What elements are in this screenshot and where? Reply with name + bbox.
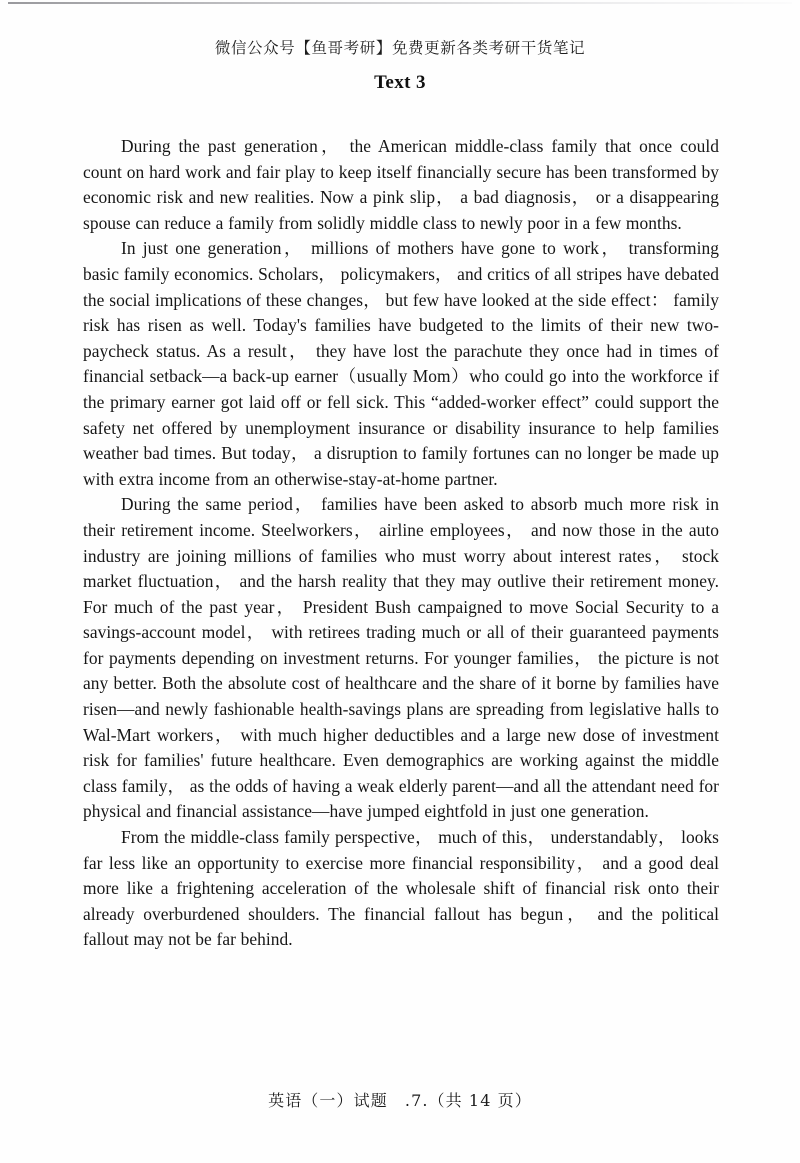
passage-body (83, 134, 719, 953)
paragraph: From the middle-class family perspective， much of this， understandably， looks far less like an opportunity to exercise more financial responsibility， and a good deal more like a frightening acceleration of the wholesale shift of financial risk onto their already overburdened shoulders. The financial fallout has begun， and the political fallout may not be far behind. (83, 827, 719, 950)
page-title: Text 3 (374, 72, 426, 93)
scan-edge-artifact (8, 2, 792, 4)
running-head: 微信公众号【鱼哥考研】免费更新各类考研干货笔记 (214, 39, 586, 57)
paragraph: During the past generation， the American middle-class family that once could count on hard work and fair play to keep itself financially secure has been transformed by economic risk and new realities. Now a pink slip， a bad diagnosis， or a disappearing spouse can reduce a family from solidly middle class to newly poor in a few months. (83, 136, 719, 233)
paragraph: In just one generation， millions of mothers have gone to work， transforming basic family economics. Scholars， policymakers， and critics of all stripes have debated the social implications of these changes， but few have looked at the side effect： family risk has risen as well. Today's families have budgeted to the limits of their new two-paycheck status. As a result， they have lost the parachute they once had in times of financial setback—a back-up earner（usually Mom）who could go into the workforce if the primary earner got laid off or fell sick. This “added-worker effect” could support the safety net offered by unemployment insurance or disability insurance to help families weather bad times. But today， a disruption to family fortunes can no longer be made up with extra income from an otherwise-stay-at-home partner. (83, 238, 719, 489)
paragraph: During the same period， families have been asked to absorb much more risk in their retirement income. Steelworkers， airline employees， and now those in the auto industry are joining millions of families who must worry about interest rates， stock market fluctuation， and the harsh reality that they may outlive their retirement money. For much of the past year， President Bush campaigned to move Social Security to a savings-account model， with retirees trading much or all of their guaranteed payments for payments depending on investment returns. For younger families， the picture is not any better. Both the absolute cost of healthcare and the share of it borne by families have risen—and newly fashionable health-savings plans are spreading from legislative halls to Wal-Mart workers， with much higher deductibles and a large new dose of investment risk for families' future healthcare. Even demographics are working against the middle class family， as the odds of having a weak elderly parent—and all the attendant need for physical and financial assistance—have jumped eightfold in just one generation. (83, 494, 719, 822)
page-footer: 英语（一）试题 .7.（共 14 页） (268, 1091, 532, 1110)
